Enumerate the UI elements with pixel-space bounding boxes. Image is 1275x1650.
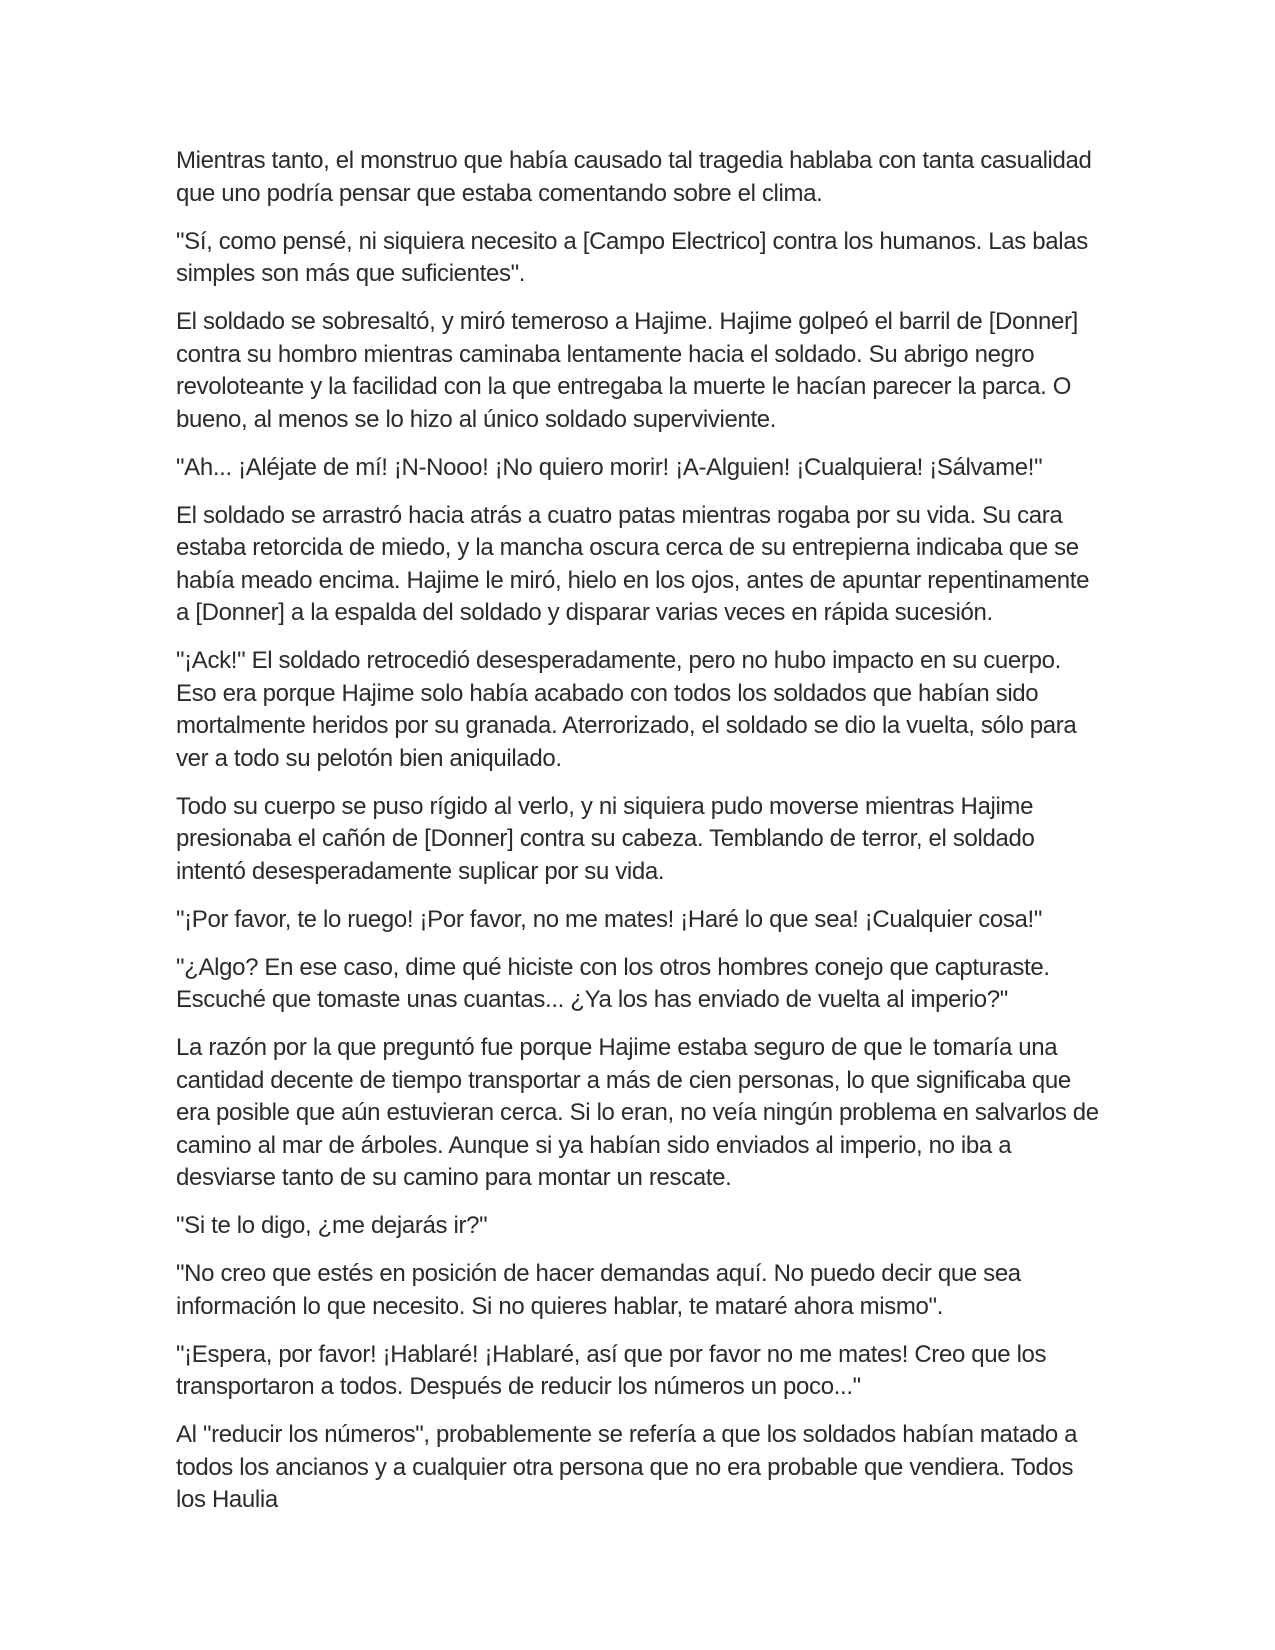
body-text — [176, 145, 1106, 1532]
paragraph: "Si te lo digo, ¿me dejarás ir?" — [176, 1212, 488, 1239]
paragraph: Mientras tanto, el monstruo que había causado tal tragedia hablaba con tanta casualidad que uno podría pensar que estaba comentando sobre el clima. — [176, 147, 1092, 207]
paragraph: El soldado se sobresaltó, y miró temeroso a Hajime. Hajime golpeó el barril de [Donner] contra su hombro mientras caminaba lentamente hacia el soldado. Su abrigo negro revoloteante y la facilidad con la que entregaba la muerte le hacían parecer la parca. O bueno, al menos se lo hizo al único soldado superviviente. — [176, 308, 1078, 433]
paragraph: "¡Espera, por favor! ¡Hablaré! ¡Hablaré, así que por favor no me mates! Creo que los transportaron a todos. Después de reducir los números un poco..." — [176, 1340, 1047, 1400]
paragraph: "¡Por favor, te lo ruego! ¡Por favor, no me mates! ¡Haré lo que sea! ¡Cualquier cosa!" — [176, 905, 1043, 933]
paragraph: "¡Ack!" El soldado retrocedió desesperadamente, pero no hubo impacto en su cuerpo. Eso era porque Hajime solo había acabado con todos los soldados que habían sido mortalmente heridos por su granada. Aterrorizado, el soldado se dio la vuelta, sólo para ver a todo su pelotón bien aniquilado. — [176, 647, 1077, 772]
paragraph: "¿Algo? En ese caso, dime qué hiciste con los otros hombres conejo que capturaste. Escuché que tomaste unas cuantas... ¿Ya los has enviado de vuelta al imperio?" — [176, 953, 1050, 1013]
paragraph: Todo su cuerpo se puso rígido al verlo, y ni siquiera pudo moverse mientras Hajime presionaba el cañón de [Donner] contra su cabeza. Temblando de terror, el soldado intentó desesperadamente suplicar por su vida. — [176, 792, 1035, 885]
paragraph: Al "reducir los números", probablemente se refería a que los soldados habían matado a todos los ancianos y a cualquier otra persona que no era probable que vendiera. Todos los Haulia — [176, 1421, 1078, 1513]
paragraph: "No creo que estés en posición de hacer demandas aquí. No puedo decir que sea información lo que necesito. Si no quieres hablar, te mataré ahora mismo". — [176, 1260, 1021, 1320]
paragraph: "Ah... ¡Aléjate de mí! ¡N-Nooo! ¡No quiero morir! ¡A-Alguien! ¡Cualquiera! ¡Sálvame!" — [176, 453, 1043, 481]
paragraph: La razón por la que preguntó fue porque Hajime estaba seguro de que le tomaría una cantidad decente de tiempo transportar a más de cien personas, lo que significaba que era posible que aún estuvieran cerca. Si lo eran, no veía ningún problema en salvarlos de camino al mar de árboles. Aunque si ya habían sido enviados al imperio, no iba a desviarse tanto de su camino para montar un rescate. — [176, 1034, 1099, 1191]
paragraph: El soldado se arrastró hacia atrás a cuatro patas mientras rogaba por su vida. Su cara estaba retorcida de miedo, y la mancha oscura cerca de su entrepierna indicaba que se había meado encima. Hajime le miró, hielo en los ojos, antes de apuntar repentinamente a [Donner] a la espalda del soldado y disparar varias veces en rápida sucesión. — [176, 501, 1090, 626]
paragraph: "Sí, como pensé, ni siquiera necesito a [Campo Electrico] contra los humanos. Las balas simples son más que suficientes". — [176, 227, 1088, 287]
